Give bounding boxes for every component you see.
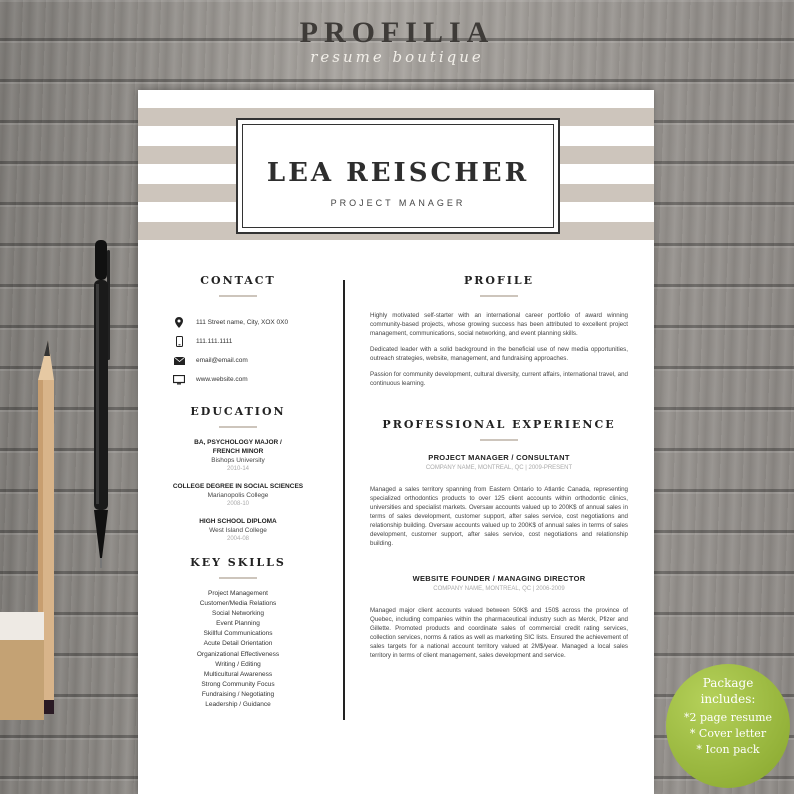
skill-item: Organizational Effectiveness	[196, 650, 280, 658]
phone-icon	[172, 336, 186, 348]
pen-image	[90, 240, 112, 570]
experience-section	[370, 418, 628, 660]
education-years: 2004-08	[226, 536, 250, 542]
education-degree: HIGH SCHOOL DIPLOMA	[199, 518, 277, 525]
contact-section	[148, 274, 328, 389]
job-entry	[370, 453, 628, 548]
education-section	[148, 405, 328, 544]
location-pin-icon	[172, 317, 186, 329]
job-company: COMPANY NAME, MONTREAL, QC | 2006-2009	[433, 586, 565, 592]
monitor-icon	[172, 374, 186, 386]
education-item	[148, 482, 328, 509]
education-title: EDUCATION	[190, 405, 286, 418]
contact-website	[148, 370, 328, 389]
column-divider	[343, 280, 345, 720]
skill-item: Customer/Media Relations	[199, 600, 277, 608]
job-title: PROJECT MANAGER / CONSULTANT	[428, 453, 570, 462]
brand-tagline: resume boutique	[310, 48, 484, 66]
contact-list	[148, 313, 328, 389]
job-description: Managed major client accounts valued between 50K$ and 150$ across the province of Quebec, including companies within the pharmaceutical industry such as Merck, Pfizer and Gillette. Promoted products and coordinate sales of commercial credit rating services, collection services, norms & ratios as well as marketing SIC lists. Ensured the achievement of sales targets for a national account territory valued at 2M$/year. Managed a local sales territory in terms of client management, sales development and service.	[370, 607, 628, 659]
profile-body	[370, 311, 628, 388]
left-column	[148, 274, 328, 710]
contact-email-text: email@email.com	[196, 357, 248, 364]
contact-title: CONTACT	[200, 274, 276, 287]
eraser-image	[0, 612, 48, 722]
contact-address	[148, 313, 328, 332]
contact-address-text: 111 Street name, City, XOX 0X0	[196, 319, 289, 326]
resume-name: LEA REISCHER	[266, 158, 530, 188]
job-entry	[370, 574, 628, 660]
skill-item: Acute Detail Orientation	[203, 640, 273, 648]
envelope-icon	[172, 355, 186, 367]
contact-email	[148, 351, 328, 370]
badge-line: includes:	[700, 692, 756, 706]
section-rule	[219, 295, 257, 297]
skill-item: Writing / Editing	[215, 660, 261, 668]
education-degree: BA, PSYCHOLOGY MAJOR /	[194, 439, 282, 446]
job-title: WEBSITE FOUNDER / MANAGING DIRECTOR	[412, 574, 586, 583]
education-degree: COLLEGE DEGREE IN SOCIAL SCIENCES	[172, 483, 304, 490]
education-school: Bishops University	[211, 457, 265, 464]
brand-name: PROFILIA	[299, 16, 495, 49]
skill-item: Multicultural Awareness	[203, 670, 273, 678]
badge-line: Package	[702, 676, 754, 690]
education-school: West Island College	[209, 527, 267, 534]
package-badge	[666, 664, 790, 788]
education-item	[148, 438, 328, 474]
profile-paragraph: Dedicated leader with a solid background in the beneficial use of new media opportunities, outreach strategies, website, management, and fundraising approaches.	[370, 346, 628, 362]
skill-item: Skillful Communications	[203, 630, 273, 638]
resume-page	[138, 90, 654, 794]
skill-item: Leadership / Guidance	[205, 701, 271, 709]
badge-line: * Icon pack	[696, 743, 760, 756]
education-years: 2010-14	[226, 466, 250, 472]
section-rule	[219, 577, 257, 579]
skills-list	[148, 589, 328, 710]
education-years: 2008-10	[226, 501, 250, 507]
skill-item: Fundraising / Negotiating	[201, 690, 275, 698]
skill-item: Project Management	[208, 590, 268, 597]
experience-title: PROFESSIONAL EXPERIENCE	[382, 418, 616, 431]
resume-role: PROJECT MANAGER	[330, 198, 466, 208]
skill-item: Strong Community Focus	[201, 680, 275, 688]
badge-line: * Cover letter	[689, 727, 767, 740]
profile-title: PROFILE	[463, 274, 535, 287]
education-school: Marianopolis College	[207, 492, 269, 499]
right-column	[370, 274, 628, 667]
contact-website-text: www.website.com	[196, 376, 248, 383]
education-list	[148, 438, 328, 544]
name-box	[236, 118, 560, 234]
skill-item: Event Planning	[216, 620, 260, 628]
skill-item: Social Networking	[211, 610, 265, 618]
job-description: Managed a sales territory spanning from Eastern Ontario to Atlantic Canada, representing specialized orthodontics products to over 125 client accounts within orthodontic clinics, universities and specialist markets. Oversaw accounts valued up to 200K$ of annual sales in terms of sales development, customer support, after sales service, cost negotiations and relationship building. Oversaw accounts valued up to 200K$ of annual sales in terms of sales development, customer support, after sales service, cost negotiations and relationship building.	[370, 486, 628, 547]
contact-phone-text: 111.111.1111	[196, 338, 233, 345]
profile-section	[370, 274, 628, 388]
badge-line: *2 page resume	[683, 711, 773, 724]
skills-title: KEY SKILLS	[190, 556, 286, 569]
section-rule	[219, 426, 257, 428]
job-company: COMPANY NAME, MONTREAL, QC | 2009-PRESENT	[425, 465, 573, 471]
contact-phone	[148, 332, 328, 351]
education-item	[148, 517, 328, 544]
profile-paragraph: Passion for community development, cultural diversity, current affairs, international travel, and continuous learning.	[370, 371, 628, 387]
education-degree: FRENCH MINOR	[212, 448, 264, 455]
skills-section	[148, 556, 328, 710]
profile-paragraph: Highly motivated self-starter with an international career portfolio of award winning community-based projects, whose growing success has been attributed to excellent project management, communications, social networking, and event planning skills.	[370, 312, 628, 337]
brand-header	[0, 16, 794, 66]
section-rule	[480, 295, 518, 297]
section-rule	[480, 439, 518, 441]
